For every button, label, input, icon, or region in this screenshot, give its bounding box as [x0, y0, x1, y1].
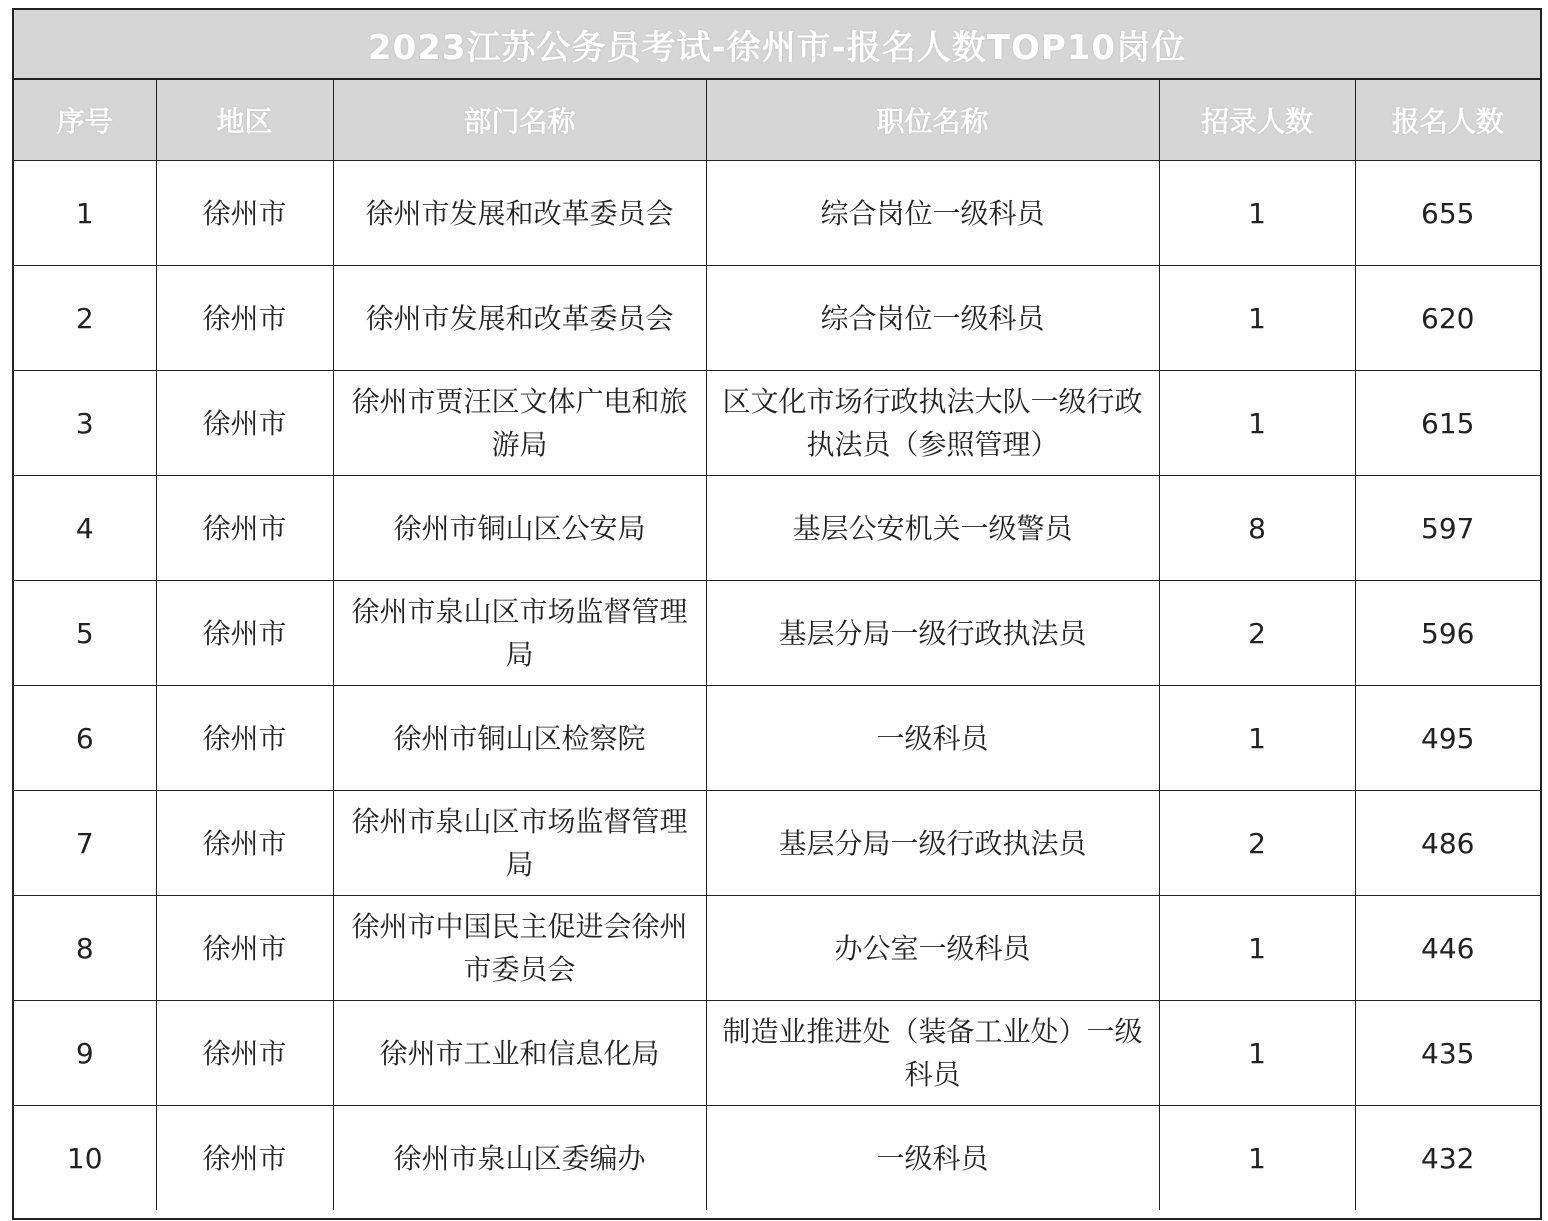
cell-hiring-count: 1: [1159, 686, 1355, 791]
header-index: 序号: [14, 80, 156, 161]
ranking-table: [14, 80, 1540, 1210]
cell-hiring-count: 8: [1159, 476, 1355, 581]
cell-region: 徐州市: [156, 371, 333, 476]
cell-applicant-count: 495: [1355, 686, 1540, 791]
cell-region: 徐州市: [156, 581, 333, 686]
cell-position: 基层分局一级行政执法员: [706, 581, 1159, 686]
cell-position: 综合岗位一级科员: [706, 266, 1159, 371]
cell-index: 2: [14, 266, 156, 371]
table-title: 2023江苏公务员考试-徐州市-报名人数TOP10岗位: [367, 27, 1187, 68]
cell-index: 7: [14, 791, 156, 896]
ranking-table-sheet: [12, 8, 1542, 1220]
cell-department: 徐州市泉山区市场监督管理局: [333, 791, 706, 896]
cell-region: 徐州市: [156, 476, 333, 581]
header-hiring-count: 招录人数: [1159, 80, 1355, 161]
table-row: [14, 476, 1540, 581]
table-row: [14, 581, 1540, 686]
table-row: [14, 1106, 1540, 1211]
cell-region: 徐州市: [156, 686, 333, 791]
cell-index: 5: [14, 581, 156, 686]
cell-region: 徐州市: [156, 1001, 333, 1106]
cell-applicant-count: 435: [1355, 1001, 1540, 1106]
cell-applicant-count: 486: [1355, 791, 1540, 896]
cell-department: 徐州市泉山区市场监督管理局: [333, 581, 706, 686]
cell-region: 徐州市: [156, 896, 333, 1001]
cell-applicant-count: 596: [1355, 581, 1540, 686]
cell-department: 徐州市发展和改革委员会: [333, 161, 706, 266]
cell-department: 徐州市铜山区公安局: [333, 476, 706, 581]
cell-position: 一级科员: [706, 1106, 1159, 1211]
header-department: 部门名称: [333, 80, 706, 161]
header-applicant-count: 报名人数: [1355, 80, 1540, 161]
cell-applicant-count: 655: [1355, 161, 1540, 266]
table-row: [14, 371, 1540, 476]
cell-index: 9: [14, 1001, 156, 1106]
table-title-bar: [14, 10, 1540, 80]
cell-hiring-count: 1: [1159, 161, 1355, 266]
cell-region: 徐州市: [156, 161, 333, 266]
cell-index: 1: [14, 161, 156, 266]
cell-region: 徐州市: [156, 1106, 333, 1211]
cell-hiring-count: 1: [1159, 371, 1355, 476]
cell-department: 徐州市铜山区检察院: [333, 686, 706, 791]
cell-position: 基层分局一级行政执法员: [706, 791, 1159, 896]
cell-position: 区文化市场行政执法大队一级行政执法员（参照管理）: [706, 371, 1159, 476]
header-region: 地区: [156, 80, 333, 161]
cell-hiring-count: 2: [1159, 791, 1355, 896]
cell-region: 徐州市: [156, 266, 333, 371]
cell-index: 10: [14, 1106, 156, 1211]
cell-index: 6: [14, 686, 156, 791]
cell-applicant-count: 432: [1355, 1106, 1540, 1211]
cell-position: 基层公安机关一级警员: [706, 476, 1159, 581]
header-position: 职位名称: [706, 80, 1159, 161]
cell-applicant-count: 597: [1355, 476, 1540, 581]
cell-hiring-count: 2: [1159, 581, 1355, 686]
cell-position: 制造业推进处（装备工业处）一级科员: [706, 1001, 1159, 1106]
cell-department: 徐州市贾汪区文体广电和旅游局: [333, 371, 706, 476]
cell-index: 4: [14, 476, 156, 581]
cell-position: 一级科员: [706, 686, 1159, 791]
cell-department: 徐州市工业和信息化局: [333, 1001, 706, 1106]
cell-applicant-count: 620: [1355, 266, 1540, 371]
cell-department: 徐州市发展和改革委员会: [333, 266, 706, 371]
cell-hiring-count: 1: [1159, 1106, 1355, 1211]
cell-hiring-count: 1: [1159, 1001, 1355, 1106]
table-row: [14, 266, 1540, 371]
table-row: [14, 896, 1540, 1001]
cell-applicant-count: 615: [1355, 371, 1540, 476]
cell-position: 综合岗位一级科员: [706, 161, 1159, 266]
cell-department: 徐州市中国民主促进会徐州市委员会: [333, 896, 706, 1001]
cell-position: 办公室一级科员: [706, 896, 1159, 1001]
table-row: [14, 1001, 1540, 1106]
cell-index: 8: [14, 896, 156, 1001]
table-row: [14, 791, 1540, 896]
cell-region: 徐州市: [156, 791, 333, 896]
cell-department: 徐州市泉山区委编办: [333, 1106, 706, 1211]
cell-hiring-count: 1: [1159, 266, 1355, 371]
header-row: [14, 80, 1540, 161]
cell-index: 3: [14, 371, 156, 476]
cell-hiring-count: 1: [1159, 896, 1355, 1001]
cell-applicant-count: 446: [1355, 896, 1540, 1001]
table-row: [14, 161, 1540, 266]
table-row: [14, 686, 1540, 791]
